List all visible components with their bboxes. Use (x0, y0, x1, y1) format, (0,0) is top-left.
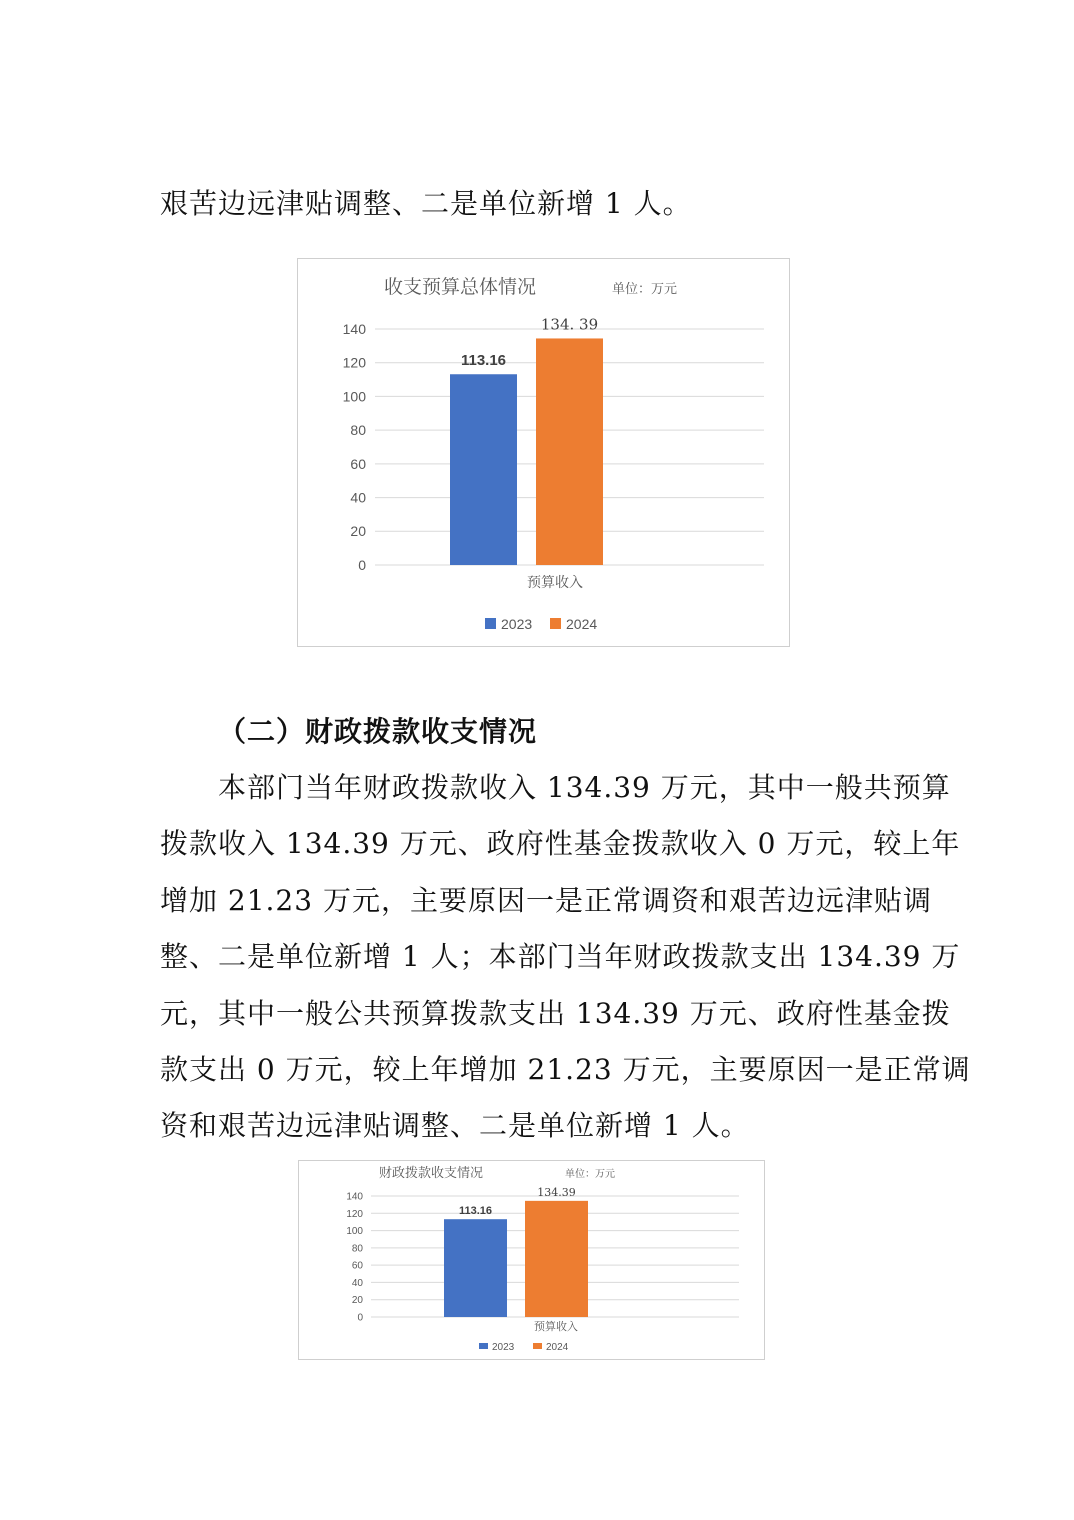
legend-swatch-2024 (533, 1343, 542, 1349)
body-line: 资和艰苦边远津贴调整、二是单位新增 1 人。 (160, 1109, 750, 1142)
y-tick-label: 100 (346, 1226, 363, 1238)
body-line: 元，其中一般公共预算拨款支出 134.39 万元、政府性基金拨 (160, 997, 951, 1030)
y-tick-label: 120 (346, 1208, 363, 1220)
paragraph-continuation: 艰苦边远津贴调整、二是单位新增 1 人。 (160, 187, 692, 220)
chart-budget-overview (297, 258, 790, 647)
legend-label-2023: 2023 (492, 1342, 515, 1353)
y-tick-label: 140 (342, 320, 366, 337)
legend-swatch-2024 (550, 618, 561, 629)
chart-title: 收支预算总体情况 (384, 276, 537, 298)
body-line: 本部门当年财政拨款收入 134.39 万元，其中一般共预算 (218, 771, 951, 804)
y-tick-label: 140 (346, 1191, 363, 1203)
x-category-label: 预算收入 (534, 1320, 578, 1333)
bar-2023 (444, 1219, 507, 1317)
x-category-label: 预算收入 (527, 575, 583, 591)
body-line: 整、二是单位新增 1 人；本部门当年财政拨款支出 134.39 万 (160, 940, 961, 973)
bar-2024 (525, 1201, 588, 1317)
y-tick-label: 80 (351, 1243, 363, 1255)
y-tick-label: 0 (358, 556, 366, 573)
y-tick-label: 120 (342, 354, 366, 371)
body-line: 拨款收入 134.39 万元、政府性基金拨款收入 0 万元，较上年 (160, 827, 961, 860)
chart-title: 财政拨款收支情况 (379, 1166, 484, 1181)
y-tick-label: 40 (350, 489, 366, 506)
legend-label-2024: 2024 (566, 616, 598, 632)
chart-unit-note: 单位：万元 (565, 1169, 615, 1180)
legend-label-2024: 2024 (546, 1342, 569, 1353)
y-tick-label: 40 (351, 1277, 363, 1289)
legend-swatch-2023 (479, 1343, 488, 1349)
legend-label-2023: 2023 (501, 616, 533, 632)
y-tick-label: 60 (351, 1260, 363, 1272)
y-tick-label: 60 (350, 455, 366, 472)
legend-swatch-2023 (485, 618, 496, 629)
y-tick-label: 0 (357, 1312, 363, 1324)
bar-2024 (536, 338, 603, 565)
chart-fiscal-appropriation-svg (299, 1161, 764, 1359)
y-tick-label: 80 (350, 422, 366, 439)
body-line: 款支出 0 万元，较上年增加 21.23 万元，主要原因一是正常调 (160, 1053, 971, 1086)
data-label-2024: 134.39 (537, 1185, 576, 1199)
bar-2023 (450, 374, 517, 565)
y-tick-label: 20 (351, 1295, 363, 1307)
y-tick-label: 100 (342, 388, 366, 405)
section-heading: （二）财政拨款收支情况 (218, 715, 538, 748)
data-label-2024: 134. 39 (540, 315, 599, 334)
chart-fiscal-appropriation (298, 1160, 765, 1360)
data-label-2023: 113.16 (458, 1205, 493, 1218)
data-label-2023: 113.16 (460, 352, 507, 370)
chart-budget-overview-svg (298, 259, 789, 646)
chart-unit-note: 单位：万元 (612, 282, 678, 297)
body-line: 增加 21.23 万元，主要原因一是正常调资和艰苦边远津贴调 (160, 884, 932, 917)
y-tick-label: 20 (350, 523, 366, 540)
